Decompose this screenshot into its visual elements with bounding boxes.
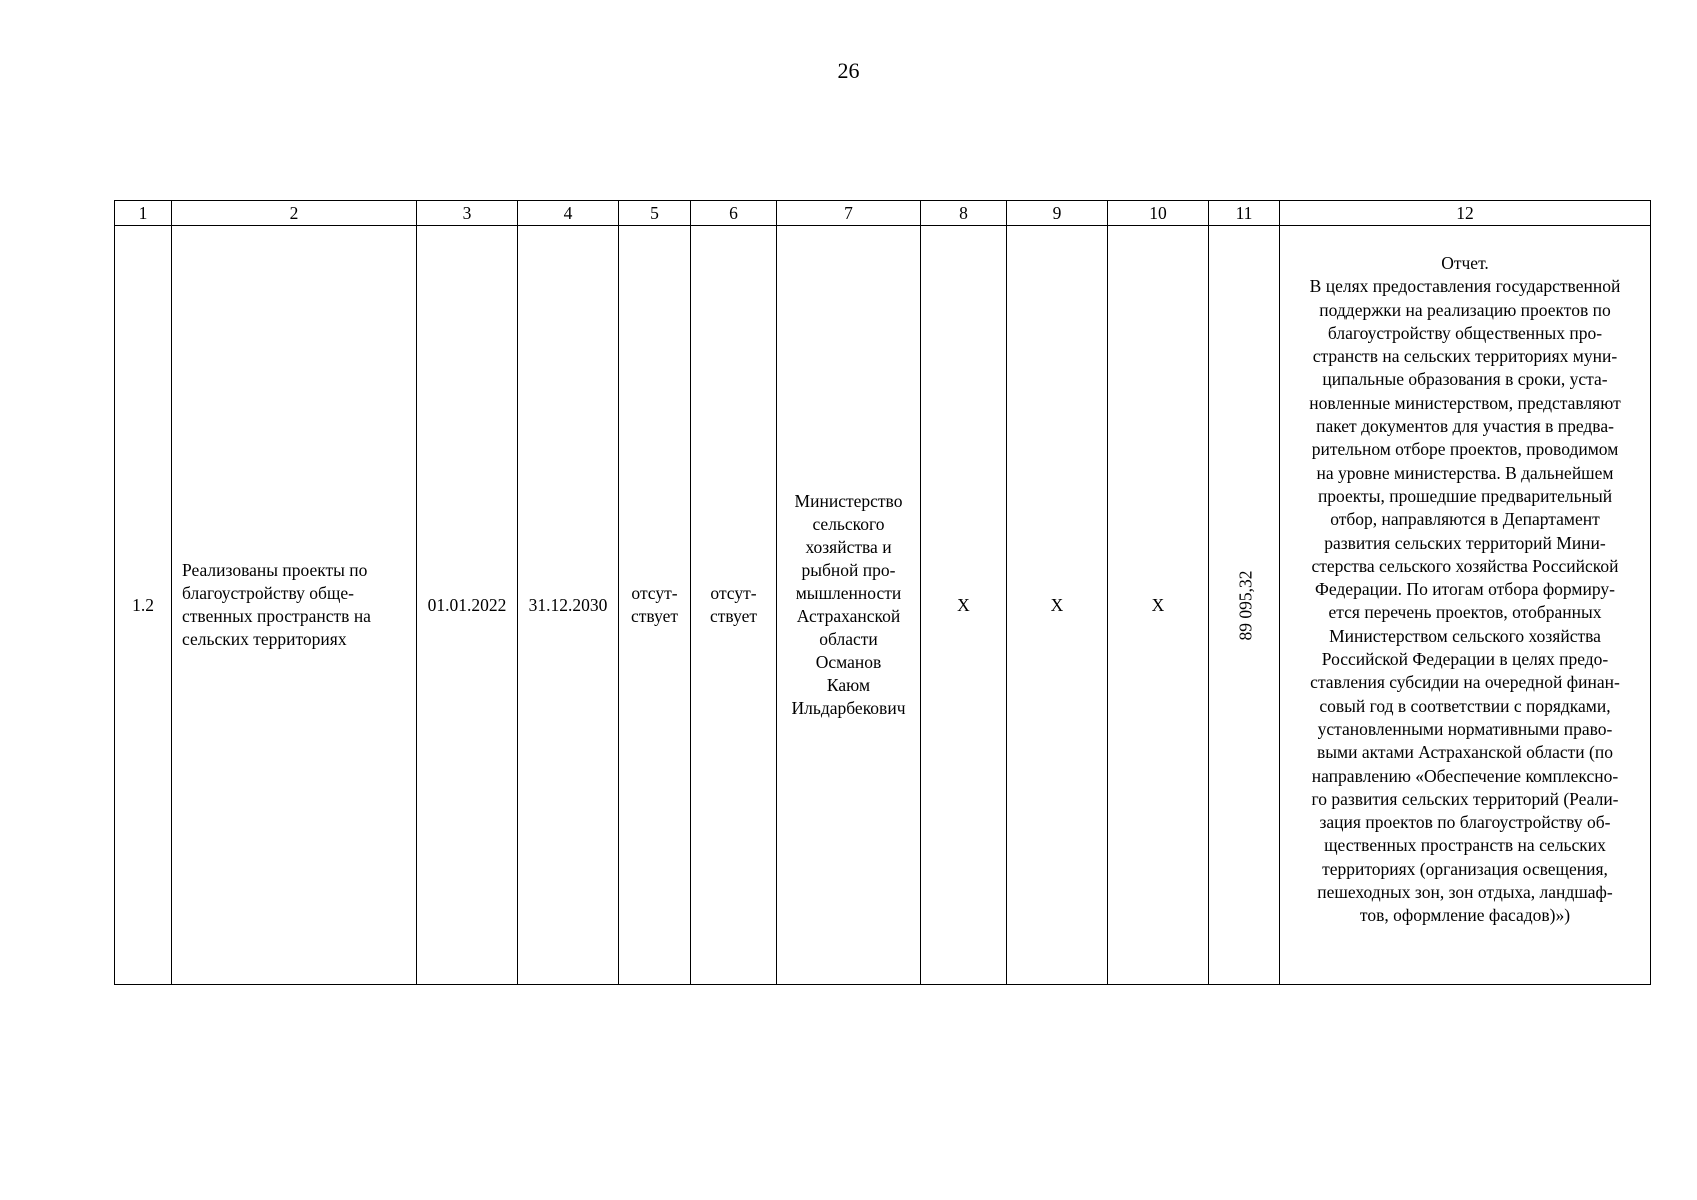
report-line: Отчет. bbox=[1441, 253, 1489, 273]
start-date-cell: 01.01.2022 bbox=[417, 226, 518, 985]
report-line: зация проектов по благоустройству об- bbox=[1319, 812, 1611, 833]
column-9-cell: X bbox=[1007, 226, 1108, 985]
report-line: установленными нормативными право- bbox=[1317, 718, 1613, 739]
page-number: 26 bbox=[837, 58, 860, 83]
row-number-cell: 1.2 bbox=[115, 226, 172, 985]
report-line: Федерации. По итогам отбора формиру- bbox=[1315, 579, 1615, 600]
event-name-cell: Реализованы проекты по благоустройству обще-ственных пространств на сельских территориях bbox=[172, 226, 417, 985]
column-number: 10 bbox=[1108, 201, 1209, 226]
column-number: 1 bbox=[115, 201, 172, 226]
report-line: Министерством сельского хозяйства bbox=[1329, 625, 1601, 646]
column-5-cell: отсут-ствует bbox=[619, 226, 691, 985]
column-number: 6 bbox=[691, 201, 777, 226]
column-number: 4 bbox=[518, 201, 619, 226]
column-number: 3 bbox=[417, 201, 518, 226]
report-line: Российской Федерации в целях предо- bbox=[1321, 649, 1609, 670]
column-6-cell: отсут-ствует bbox=[691, 226, 777, 985]
report-line: выми актами Астраханской области (по bbox=[1316, 742, 1613, 763]
end-date-cell: 31.12.2030 bbox=[518, 226, 619, 985]
column-10-cell: X bbox=[1108, 226, 1209, 985]
report-line: пешеходных зон, зон отдыха, ландшаф- bbox=[1317, 882, 1613, 903]
responsible-cell bbox=[777, 226, 921, 985]
report-line: В целях предоставления государственной bbox=[1309, 276, 1621, 297]
responsible-line: Астраханской bbox=[796, 606, 901, 626]
table-row bbox=[115, 226, 1651, 985]
report-line: тов, оформление фасадов)») bbox=[1359, 905, 1571, 926]
report-line: новленные министерством, представляют bbox=[1309, 392, 1621, 413]
column-number: 5 bbox=[619, 201, 691, 226]
column-number: 12 bbox=[1280, 201, 1651, 226]
program-table bbox=[114, 200, 1651, 985]
report-line: поддержки на реализацию проектов по bbox=[1319, 299, 1611, 320]
amount-cell bbox=[1209, 226, 1280, 985]
report-line: ется перечень проектов, отобранных bbox=[1328, 602, 1602, 623]
report-line: на уровне министерства. В дальнейшем bbox=[1316, 462, 1614, 483]
column-number: 11 bbox=[1209, 201, 1280, 226]
report-line: пакет документов для участия в предва- bbox=[1316, 416, 1614, 437]
responsible-line: хозяйства и bbox=[805, 537, 892, 557]
responsible-line: мышленности bbox=[795, 583, 902, 603]
responsible-line: Османов bbox=[815, 652, 882, 672]
report-line: благоустройству общественных про- bbox=[1327, 322, 1603, 343]
report-line: отбор, направляются в Департамент bbox=[1330, 509, 1600, 530]
report-line: ставления субсидии на очередной финан- bbox=[1310, 672, 1620, 693]
report-line: ципальные образования в сроки, уста- bbox=[1322, 369, 1608, 390]
report-line: рительном отборе проектов, проводимом bbox=[1311, 439, 1619, 460]
column-number: 9 bbox=[1007, 201, 1108, 226]
responsible-line: Каюм bbox=[826, 675, 871, 695]
report-line: территориях (организация освещения, bbox=[1322, 858, 1608, 879]
amount-value: 89 095,32 bbox=[1235, 570, 1256, 640]
report-line: направлению «Обеспечение комплексно- bbox=[1311, 765, 1619, 786]
column-number: 2 bbox=[172, 201, 417, 226]
column-number: 8 bbox=[921, 201, 1007, 226]
report-line: развития сельских территорий Мини- bbox=[1324, 532, 1606, 553]
report-cell bbox=[1280, 226, 1651, 985]
responsible-line: Ильдарбекович bbox=[791, 698, 906, 718]
report-line: го развития сельских территорий (Реали- bbox=[1311, 788, 1619, 809]
responsible-line: сельского bbox=[812, 514, 885, 534]
column-number-row bbox=[115, 201, 1651, 226]
responsible-line: области bbox=[819, 629, 878, 649]
column-number: 7 bbox=[777, 201, 921, 226]
report-line: проекты, прошедшие предварительный bbox=[1317, 485, 1613, 506]
responsible-line: Министерство bbox=[794, 491, 903, 511]
column-8-cell: X bbox=[921, 226, 1007, 985]
report-line: щественных пространств на сельских bbox=[1324, 835, 1606, 856]
responsible-line: рыбной про- bbox=[801, 560, 896, 580]
report-line: стерства сельского хозяйства Российской bbox=[1311, 555, 1619, 576]
report-line: совый год в соответствии с порядками, bbox=[1319, 695, 1611, 716]
report-line: странств на сельских территориях муни- bbox=[1312, 346, 1618, 367]
